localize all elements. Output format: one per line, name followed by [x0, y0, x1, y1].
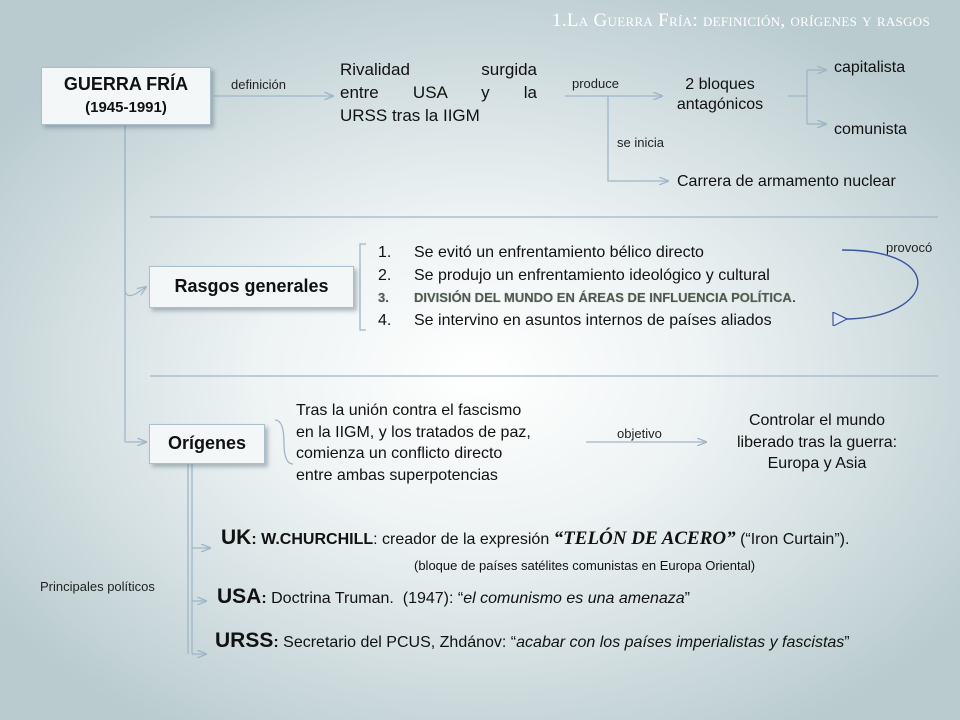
churchill-quote: TELÓN DE ACERO: [563, 528, 727, 549]
churchill-english: (“Iron Curtain”).: [740, 531, 850, 548]
churchill-text: creador de la expresión: [382, 531, 550, 548]
branch-blocks: [788, 70, 826, 124]
trait-num: 1.: [378, 244, 392, 261]
politician-urss: URSS: Secretario del PCUS, Zhdánov: “acabar con los países imperialistas y fascistas”: [215, 629, 850, 652]
origins-line-2: en la IIGM, y los tratados de paz,: [296, 423, 531, 441]
politicians-trunk: [188, 462, 192, 654]
zhdanov-text: Secretario del PCUS, Zhdánov:: [283, 634, 507, 651]
trait-text: Se produjo un enfrentamiento ideológico y cultural: [414, 266, 770, 284]
truman-quote: el comunismo es una amenaza: [463, 590, 685, 607]
trait-text-highlight: DIVISIÓN DEL MUNDO EN ÁREAS DE INFLUENCIA POLÍTICA: [414, 290, 792, 305]
curve-provoco-arrow: [842, 250, 918, 319]
list-item: [378, 265, 796, 288]
label-principales-politicos: Principales políticos: [40, 579, 155, 594]
origins-line-1: Tras la unión contra el fascismo: [296, 402, 522, 419]
arms-race-text: Carrera de armamento nuclear: [677, 173, 896, 190]
traits-bracket: [360, 244, 366, 330]
goal-line-3: Europa y Asia: [767, 455, 867, 472]
blocks-line-1: 2 bloques: [685, 76, 755, 93]
truman-doctrine: Doctrina Truman.: [271, 590, 394, 607]
main-box-dates: (1945-1991): [85, 99, 167, 116]
country-uk: UK: [221, 526, 252, 549]
label-produce: produce: [572, 76, 619, 91]
zhdanov-quote: acabar con los países imperialistas y fascistas: [516, 634, 845, 651]
definition-line-2: entre USA y la: [340, 83, 537, 102]
trait-num: 2.: [378, 266, 392, 284]
trait-suffix: .: [791, 289, 797, 306]
label-objetivo: objetivo: [617, 426, 662, 441]
guerra-fria-box: [41, 67, 211, 125]
rasgos-generales-box: Rasgos generales: [149, 266, 354, 308]
list-item: [378, 310, 796, 333]
country-usa: USA: [217, 585, 262, 608]
country-urss: URSS: [215, 629, 274, 652]
traits-list: [370, 242, 796, 332]
label-definicion: definición: [231, 77, 286, 92]
bloc-capitalista: capitalista: [834, 59, 906, 76]
origins-line-4: entre ambas superpotencias: [296, 466, 498, 484]
goal-line-1: Controlar el mundo: [748, 412, 886, 429]
list-item: [378, 287, 796, 310]
goal-line-2: liberado tras la guerra:: [736, 433, 898, 451]
blocks-line-2: antagónicos: [676, 96, 764, 113]
list-item: [378, 242, 796, 265]
label-provoco: provocó: [886, 240, 933, 255]
slide-title: 1.La Guerra Fría: definición, orígenes y rasgos: [552, 10, 930, 31]
label-se-inicia: se inicia: [617, 135, 664, 150]
trait-num: 4.: [378, 311, 392, 329]
politician-uk: UK: W.CHURCHILL: creador de la expresión “TELÓN DE ACERO” (“Iron Curtain”).: [221, 526, 850, 549]
politician-usa: USA: Doctrina Truman. (1947): “el comunismo es una amenaza”: [217, 585, 690, 608]
trait-num: 3.: [378, 290, 389, 305]
origins-line-3: comienza un conflicto directo: [296, 445, 503, 462]
origenes-box: Orígenes: [149, 424, 265, 464]
definition-line-1: Rivalidad surgida: [340, 60, 537, 79]
origins-bracket: [275, 420, 293, 464]
goal-text: [712, 410, 922, 475]
bloc-comunista: comunista: [834, 121, 907, 138]
definition-text: [340, 58, 537, 127]
blocks-text: [670, 75, 770, 115]
uk-note: (bloque de países satélites comunistas en Europa Oriental): [414, 558, 756, 573]
churchill-name: W.CHURCHILL: [261, 531, 374, 548]
origins-text: [296, 400, 576, 486]
truman-year: (1947):: [402, 590, 454, 607]
trait-text: Se intervino en asuntos internos de países aliados: [414, 311, 772, 329]
definition-line-3: URSS tras la IIGM: [340, 106, 480, 125]
arrow-to-rasgos: [125, 125, 146, 296]
main-box-label: GUERRA FRÍA: [63, 74, 189, 94]
trait-text: Se evitó un enfrentamiento bélico directo: [414, 244, 704, 261]
